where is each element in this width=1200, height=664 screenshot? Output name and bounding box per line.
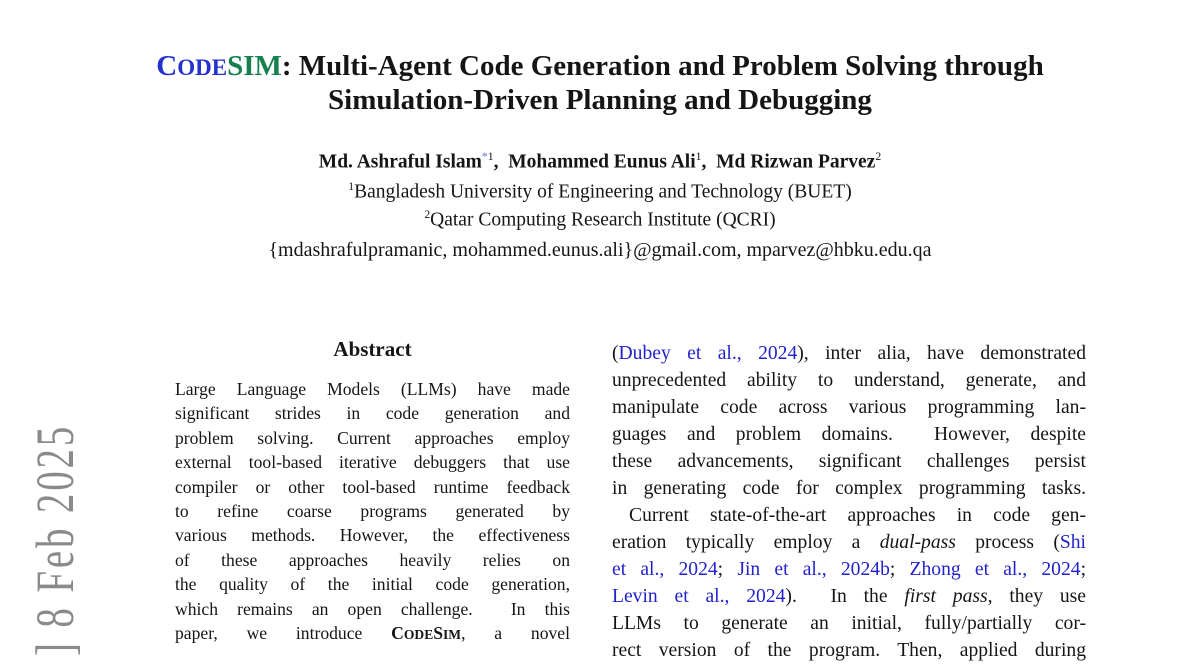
text-segment: rect version of the program. Then, applied during — [612, 640, 1086, 661]
text-segment: various methods. However, the effectiveness — [175, 525, 570, 546]
text-line — [175, 377, 570, 401]
text-line — [175, 621, 570, 645]
text-segment: , a novel — [461, 622, 570, 643]
right-column — [612, 340, 1086, 664]
text-segment: Qatar Computing Research Institute (QCRI) — [430, 209, 776, 231]
text-segment: these advancements, significant challenges persist — [612, 451, 1086, 472]
superscript-marker: 1 — [348, 180, 355, 193]
text-line — [612, 340, 1086, 367]
text-line — [0, 50, 1200, 84]
text-segment: the quality of the initial code generation, — [175, 574, 570, 595]
superscript-marker: * — [481, 150, 488, 163]
text-segment: Bangladesh University of Engineering and Technology (BUET) — [354, 181, 852, 203]
text-segment: which remains an open challenge. In this — [175, 598, 570, 619]
text-segment: S — [433, 622, 444, 643]
superscript-marker: 2 — [424, 208, 431, 221]
paper-title-line-1 — [0, 50, 1200, 84]
citation-link[interactable]: Zhong et al., 2024 — [909, 559, 1081, 580]
text-segment: LLMs to generate an initial, fully/partially cor- — [612, 613, 1086, 634]
text-line — [175, 401, 570, 425]
text-line — [175, 548, 570, 572]
text-segment: problem solving. Current approaches employ — [175, 427, 570, 448]
text-segment: significant strides in code generation and — [175, 403, 570, 424]
text-segment: , they use — [987, 586, 1086, 607]
text-line — [175, 523, 570, 547]
citation-link[interactable]: et al., 2024 — [612, 559, 718, 580]
text-segment: compiler or other tool-based runtime feedback — [175, 476, 570, 497]
text-line — [175, 499, 570, 523]
title-segment: SIM — [227, 50, 282, 82]
text-line — [612, 583, 1086, 610]
authors-line — [0, 150, 1200, 174]
text-line — [612, 637, 1086, 664]
text-segment: ). In the — [785, 586, 905, 607]
text-line — [175, 475, 570, 499]
text-line — [612, 448, 1086, 475]
text-line — [175, 426, 570, 450]
superscript-marker: 1 — [695, 150, 702, 163]
text-line — [612, 394, 1086, 421]
affiliation-line-2 — [0, 208, 1200, 232]
text-segment: , — [493, 151, 509, 173]
abstract-text — [175, 377, 570, 645]
citation-link[interactable]: Shi — [1059, 532, 1086, 553]
email-line: {mdashrafulpramanic, mohammed.eunus.ali}@gmail.com, mparvez@hbku.edu.qa — [268, 239, 932, 261]
superscript-marker: 2 — [875, 150, 882, 163]
intro-paragraph-2 — [612, 502, 1086, 664]
affiliation-line-1 — [0, 180, 1200, 204]
text-line — [612, 529, 1086, 556]
text-line — [175, 572, 570, 596]
text-segment: ; — [889, 559, 910, 580]
text-segment: , — [701, 151, 717, 173]
text-segment: IM — [443, 626, 462, 642]
superscript-marker: 1 — [487, 150, 494, 163]
text-line — [0, 180, 1200, 204]
text-segment: Md Rizwan Parvez — [716, 151, 876, 173]
text-line — [175, 597, 570, 621]
text-segment: ; — [717, 559, 738, 580]
citation-link[interactable]: Dubey et al., 2024 — [618, 343, 798, 364]
text-segment: to refine coarse programs generated by — [175, 500, 570, 521]
text-segment: in generating code for complex programming tasks. — [612, 478, 1086, 499]
text-segment: ODE — [403, 626, 434, 642]
text-line — [175, 450, 570, 474]
arxiv-stamp: ] 8 Feb 2025 — [25, 423, 85, 656]
text-segment: external tool-based iterative debuggers that use — [175, 452, 570, 473]
text-segment: ( — [612, 343, 619, 364]
text-line — [612, 367, 1086, 394]
title-segment: C — [156, 50, 178, 82]
text-segment: first pass — [904, 586, 988, 607]
abstract-heading: Abstract — [333, 337, 412, 361]
text-segment: paper, we introduce — [175, 622, 392, 643]
text-line — [612, 610, 1086, 637]
text-segment: guages and problem domains. However, despite — [612, 424, 1086, 445]
text-segment: C — [391, 622, 404, 643]
text-line — [612, 502, 1086, 529]
paper-title-line-2: Simulation-Driven Planning and Debugging — [328, 84, 872, 116]
text-line — [612, 475, 1086, 502]
text-line — [0, 208, 1200, 232]
text-segment: ; — [1080, 559, 1086, 580]
text-segment: Md. Ashraful Islam — [318, 151, 482, 173]
text-segment: unprecedented ability to understand, generate, and — [612, 370, 1086, 391]
text-line — [612, 556, 1086, 583]
text-line — [0, 150, 1200, 174]
text-segment: : Multi-Agent Code Generation and Problem Solving through — [281, 50, 1044, 82]
text-segment: of these approaches heavily relies on — [175, 549, 570, 570]
citation-link[interactable]: Levin et al., 2024 — [612, 586, 786, 607]
citation-link[interactable]: Jin et al., 2024b — [737, 559, 890, 580]
text-segment: eration typically employ a — [612, 532, 880, 553]
text-segment: ), inter alia, have demonstrated — [797, 343, 1086, 364]
intro-paragraph-1 — [612, 340, 1086, 502]
text-segment: Mohammed Eunus Ali — [508, 151, 696, 173]
text-segment: dual-pass — [879, 532, 956, 553]
text-segment: manipulate code across various programming lan- — [612, 397, 1086, 418]
text-segment: process ( — [955, 532, 1060, 553]
text-segment: Current state-of-the-art approaches in code gen- — [629, 505, 1086, 526]
title-segment: ODE — [177, 55, 228, 80]
text-line — [612, 421, 1086, 448]
text-segment: Large Language Models (LLMs) have made — [175, 379, 570, 399]
